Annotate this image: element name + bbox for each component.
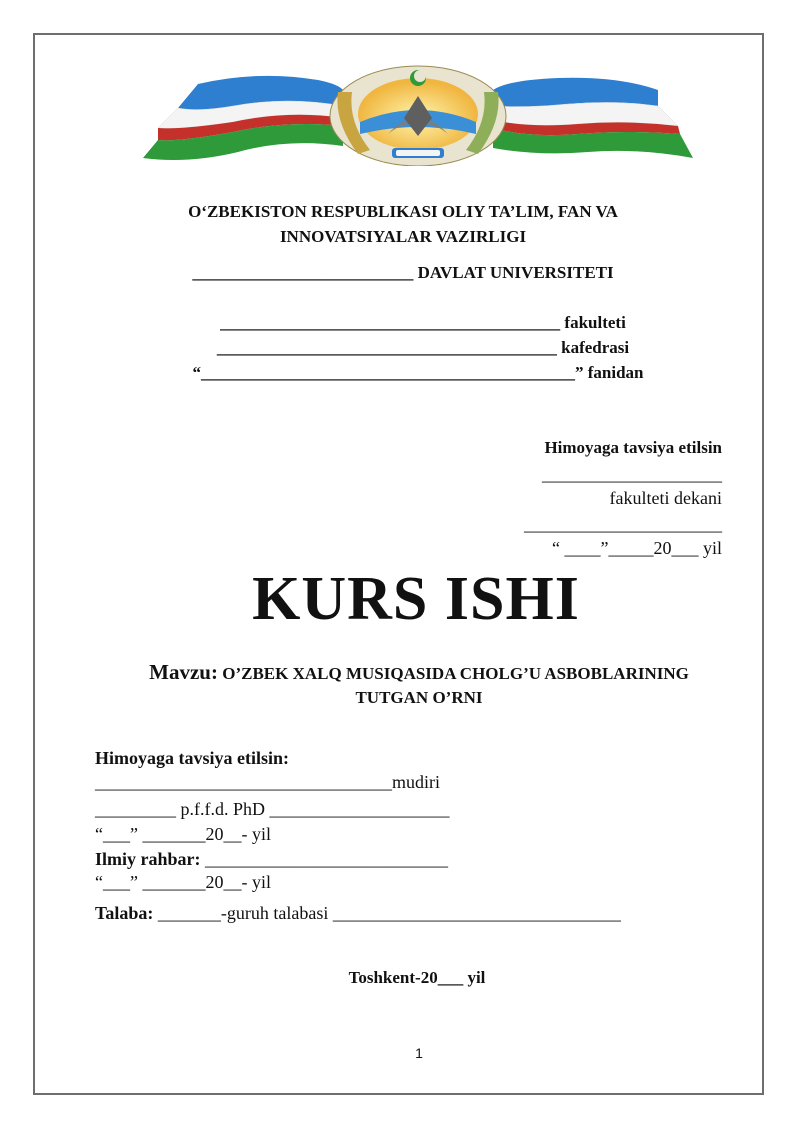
topic-label: Mavzu: xyxy=(149,660,218,684)
department-line: ________________________________________ kafedrasi xyxy=(216,338,630,357)
university-line: __________________________ DAVLAT UNIVERSITETI xyxy=(192,263,614,282)
head-of-department-line: _________________________________mudiri xyxy=(95,772,440,792)
ministry-line-2: INNOVATSIYALAR VAZIRLIGI xyxy=(279,227,527,246)
student-line xyxy=(95,903,621,924)
student-group-line: _______-guruh talabasi ________________________________ xyxy=(153,903,621,923)
degree-line: _________ p.f.f.d. PhD ____________________ xyxy=(95,799,450,819)
subject-line: “____________________________________________” fanidan xyxy=(192,363,644,382)
right-flag-icon xyxy=(493,78,693,158)
advisor-label: Ilmiy rahbar: xyxy=(95,849,201,869)
coat-of-arms-icon xyxy=(330,66,506,166)
approval-title: Himoyaga tavsiya etilsin xyxy=(544,438,722,457)
dean-label: fakulteti dekani xyxy=(609,488,722,508)
advisor-signature-line: ___________________________ xyxy=(200,849,448,869)
page-number: 1 xyxy=(415,1045,423,1061)
faculty-line: ________________________________________ fakulteti xyxy=(220,313,626,332)
defense-date-1: “___” _______20__- yil xyxy=(95,824,271,844)
approval-signature-line: ____________________ xyxy=(542,464,722,484)
city-year: Toshkent-20___ yil xyxy=(348,968,486,987)
topic-line-1 xyxy=(0,660,800,685)
defense-title: Himoyaga tavsiya etilsin: xyxy=(95,748,289,768)
document-title: KURS ISHI xyxy=(252,565,580,633)
approval-date: “ ____”_____20___ yil xyxy=(552,538,722,558)
topic-line-2: TUTGAN O’RNI xyxy=(355,688,483,707)
student-label: Talaba: xyxy=(95,903,154,923)
left-flag-icon xyxy=(143,76,343,160)
advisor-line xyxy=(95,849,448,870)
defense-date-2: “___” _______20__- yil xyxy=(95,872,271,892)
state-emblem-banner xyxy=(138,62,698,166)
approval-signature-line-2: ______________________ xyxy=(524,514,722,534)
ministry-line-1: O‘ZBEKISTON RESPUBLIKASI OLIY TA’LIM, FAN VA xyxy=(188,202,618,221)
topic-text-1: O’ZBEK XALQ MUSIQASIDA CHOLG’U ASBOBLARINING xyxy=(217,664,689,683)
